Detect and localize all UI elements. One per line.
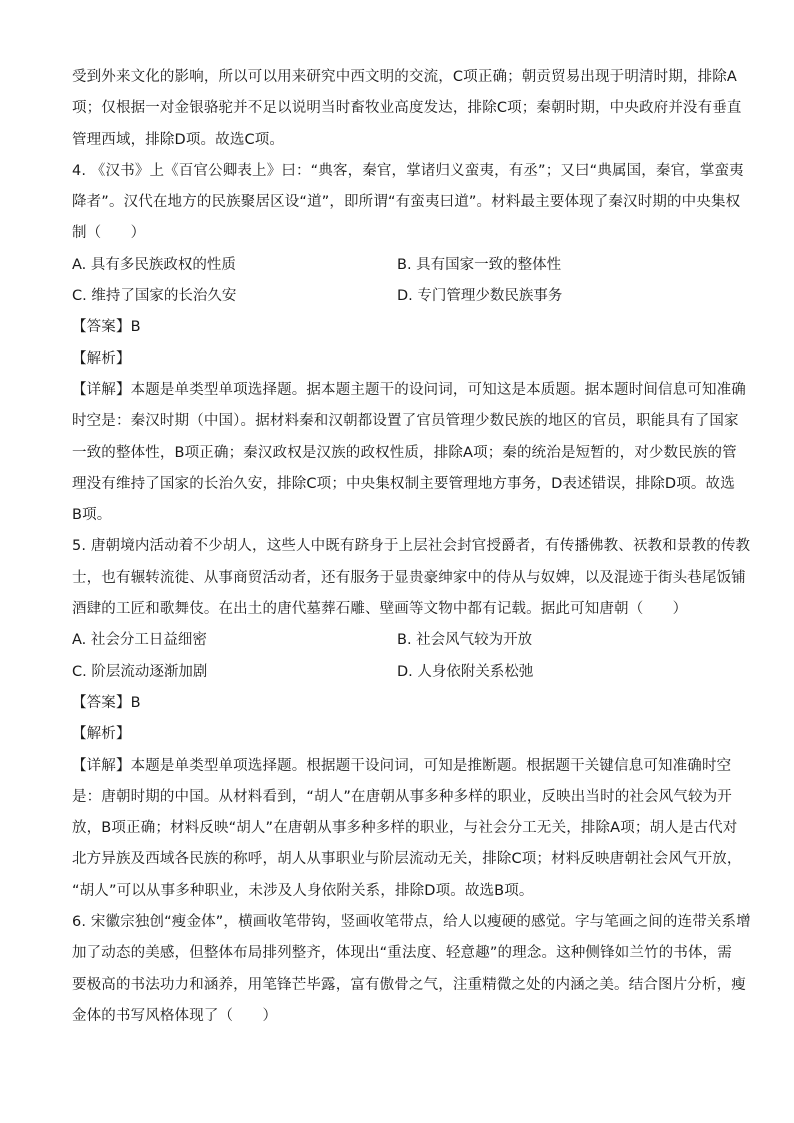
text-line: 放，B项正确；材料反映“胡人”在唐朝从事多种多样的职业，与社会分工无关，排除A项；胡人是古代对 [72, 820, 738, 837]
text-line: 【解析】 [72, 726, 131, 743]
option-left: C. 维持了国家的长治久安 [72, 288, 237, 305]
text-line: 4. 《汉书》上《百官公卿表上》曰：“典客，秦官，掌诸归义蛮夷，有丞”；又曰“典属国，秦官，掌蛮夷 [72, 162, 744, 179]
text-line: 士，也有辗转流徙、从事商贸活动者，还有服务于显贵豪绅家中的侍从与奴婢，以及混迹于街头巷尾饭铺 [72, 569, 746, 586]
text-line: 5. 唐朝境内活动着不少胡人，这些人中既有跻身于上层社会封官授爵者，有传播佛教、祆教和景教的传教 [72, 538, 751, 555]
text-line: 理没有维持了国家的长治久安，排除C项；中央集权制主要管理地方事务，D表述错误，排除D项。故选 [72, 475, 735, 492]
text-line: 时空是：秦汉时期（中国）。据材料秦和汉朝都设置了官员管理少数民族的地区的官员，职能具有了国家 [72, 413, 739, 430]
text-line: 6. 宋徽宗独创“瘦金体”，横画收笔带钩，竖画收笔带点，给人以瘦硬的感觉。字与笔画之间的连带关系增 [72, 914, 751, 931]
option-left: A. 社会分工日益细密 [72, 632, 207, 649]
text-line: 受到外来文化的影响，所以可以用来研究中西文明的交流，C项正确；朝贡贸易出现于明清时期，排除A [72, 69, 737, 85]
text-line: 【解析】 [72, 350, 131, 367]
text-line: 【答案】B [72, 694, 141, 711]
document-body [72, 62, 751, 1032]
option-left: C. 阶层流动逐渐加剧 [72, 663, 208, 680]
text-line: 酒肆的工匠和歌舞伎。在出土的唐代墓葬石雕、壁画等文物中都有记载。据此可知唐朝（ ） [72, 601, 688, 618]
text-line: 北方异族及西域各民族的称呼，胡人从事职业与阶层流动无关，排除C项；材料反映唐朝社会风气开放， [72, 851, 742, 868]
text-line: 【详解】本题是单类型单项选择题。据本题主题干的设问词，可知这是本质题。据本题时间信息可知准确 [72, 381, 746, 398]
text-line: 制（ ） [72, 225, 146, 242]
option-row [72, 657, 722, 688]
text-line: B项。 [72, 507, 112, 524]
option-right: B. 具有国家一致的整体性 [397, 256, 562, 273]
text-line: 加了动态的美感，但整体布局排列整齐，体现出“重法度、轻意趣”的理念。这种侧锋如兰竹的书体，需 [72, 945, 732, 962]
text-line: 【答案】B [72, 319, 141, 336]
text-line: 【详解】本题是单类型单项选择题。根据题干设问词，可知是推断题。根据题干关键信息可知准确时空 [72, 757, 732, 774]
option-right: D. 专门管理少数民族事务 [397, 288, 563, 305]
option-row [72, 250, 722, 281]
text-line: 一致的整体性，B项正确；秦汉政权是汉族的政权性质，排除A项；秦的统治是短暂的，对少数民族的管 [72, 444, 737, 461]
text-line: 降者”。汉代在地方的民族聚居区设“道”，即所谓“有蛮夷曰道”。材料最主要体现了秦汉时期的中央集权 [72, 194, 741, 211]
text-line: 要极高的书法功力和涵养，用笔锋芒毕露，富有傲骨之气，注重精微之处的内涵之美。结合图片分析，瘦 [72, 976, 746, 993]
text-line: “胡人”可以从事多种职业，未涉及人身依附关系，排除D项。故选B项。 [72, 882, 534, 899]
option-row [72, 625, 722, 656]
text-line: 项；仅根据一对金银骆驼并不足以说明当时畜牧业高度发达，排除C项；秦朝时期，中央政府并没有垂直 [72, 100, 742, 117]
text-line: 管理西域，排除D项。故选C项。 [72, 131, 285, 148]
text-line: 是：唐朝时期的中国。从材料看到，“胡人”在唐朝从事多种多样的职业，反映出当时的社会风气较为开 [72, 788, 732, 805]
option-left: A. 具有多民族政权的性质 [72, 256, 236, 273]
option-right: B. 社会风气较为开放 [397, 632, 533, 649]
option-row [72, 281, 722, 312]
option-right: D. 人身依附关系松弛 [397, 663, 534, 680]
text-line: 金体的书写风格体现了（ ） [72, 1007, 278, 1024]
